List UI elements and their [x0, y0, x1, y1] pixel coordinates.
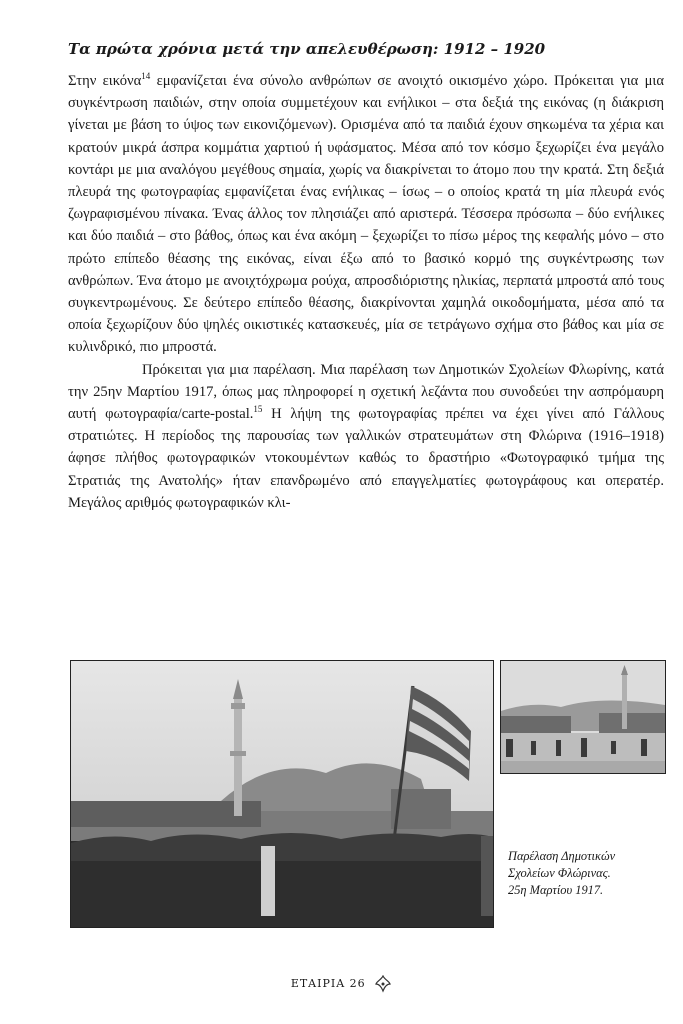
body-paragraph: [68, 70, 664, 359]
caption-line: Σχολείων Φλώρινας.: [508, 866, 611, 880]
article-body: [68, 70, 664, 514]
page-number: 26: [349, 977, 366, 990]
photo-caption: [508, 848, 668, 899]
footnote-marker: 14: [141, 71, 151, 82]
parade-photo-large: [70, 660, 494, 928]
section-title: Τα πρώτα χρόνια μετά την απελευθέρωση: 1912 – 1920: [68, 40, 546, 58]
caption-line: Παρέλαση Δημοτικών: [508, 849, 616, 863]
body-text-segment: Πρόκειται για μια παρέλαση. Μια παρέλαση των Δημοτικών Σχολείων Φλωρίνης, κατά την 25ην Μαρτίου 1917, όπως μας πληροφορεί η σχετική λεζάντα που συνοδεύει την ασπρόμαυρη αυτή φωτογραφία/carte-postal.: [68, 361, 664, 423]
publisher-name: ΕΤΑΙΡΙΑ: [290, 977, 346, 990]
body-text-segment: Η λήψη της φωτογραφίας πρέπει να έχει γίνει από Γάλλους στρατιώτες. Η περίοδος της παρουσίας των γαλλικών στρατευμάτων στη Φλώρινα (1916–1918) άφησε πλήθος φωτογραφικών ντοκουμέντων καθώς το δραστήριο «Φωτογραφικό τμήμα της Στρατιάς της Ανατολής» ήταν επανδρωμένο από επαγγελματίες φωτογράφους και οπερατέρ. Μεγάλος αριθμός φωτογραφικών κλι-: [68, 406, 664, 511]
flourish-icon: [374, 975, 392, 993]
caption-line: 25η Μαρτίου 1917.: [508, 883, 604, 897]
parade-photo-small: [500, 660, 666, 774]
body-text-segment: εμφανίζεται ένα σύνολο ανθρώπων σε ανοιχτό οικισμένο χώρο. Πρόκειται για μια συγκέντρωση παιδιών, στην οποία συμμετέχουν και ενήλικοι – στα δεξιά της εικόνας (η διάκριση γίνεται με βάση το ύψος των εικονιζόμενων). Ορισμένα από τα παιδιά έχουν σηκωμένα τα χέρια και κρατούν μικρά άσπρα κομμάτια χαρτιού ή υφάσματος. Μέσα από τον κόσμο ξεχωρίζει ένα μεγάλο κοντάρι με μια αναλόγου μεγέθους σημαία, χωρίς να διακρίνεται το άτομο που την κρατά. Στη δεξιά πλευρά της φωτογραφίας εμφανίζεται ένας ενήλικας – ίσως – ο οποίος κρατά τη μία πλευρά ενός ζωγραφισμένου πίνακα. Ένας άλλος τον πλησιάζει από αριστερά. Τέσσερα πρόσωπα – δύο ενήλικες και δύο παιδιά – στο βάθος, όπως και ένα ακόμη – ξεχωρίζει το πίσω μέρος της κεφαλής μόνο – στο πρώτο επίπεδο θέασης της εικόνας, είναι έξω από το βασικό κορμό της συγκέντρωσης των ανθρώπων. Ένα άτομο με ανοιχτόχρωμα ρούχα, απροσδιόριστης ηλικίας, περπατά μπροστά από τους συγκεντρωμένους. Σε δεύτερο επίπεδο θέασης, διακρίνονται χαμηλά οικοδομήματα, μέσα από τα οποία ξεχωρίζουν δύο ψηλές οικιστικές κατασκευές, μία σε τετράγωνο σχήμα στο βάθος και μία σε κυλινδρικό, πιο μπροστά.: [68, 73, 664, 356]
body-paragraph: [68, 359, 664, 514]
page-footer: [0, 975, 683, 993]
footnote-marker: 15: [253, 404, 263, 415]
body-text-segment: Στην εικόνα: [68, 73, 142, 89]
